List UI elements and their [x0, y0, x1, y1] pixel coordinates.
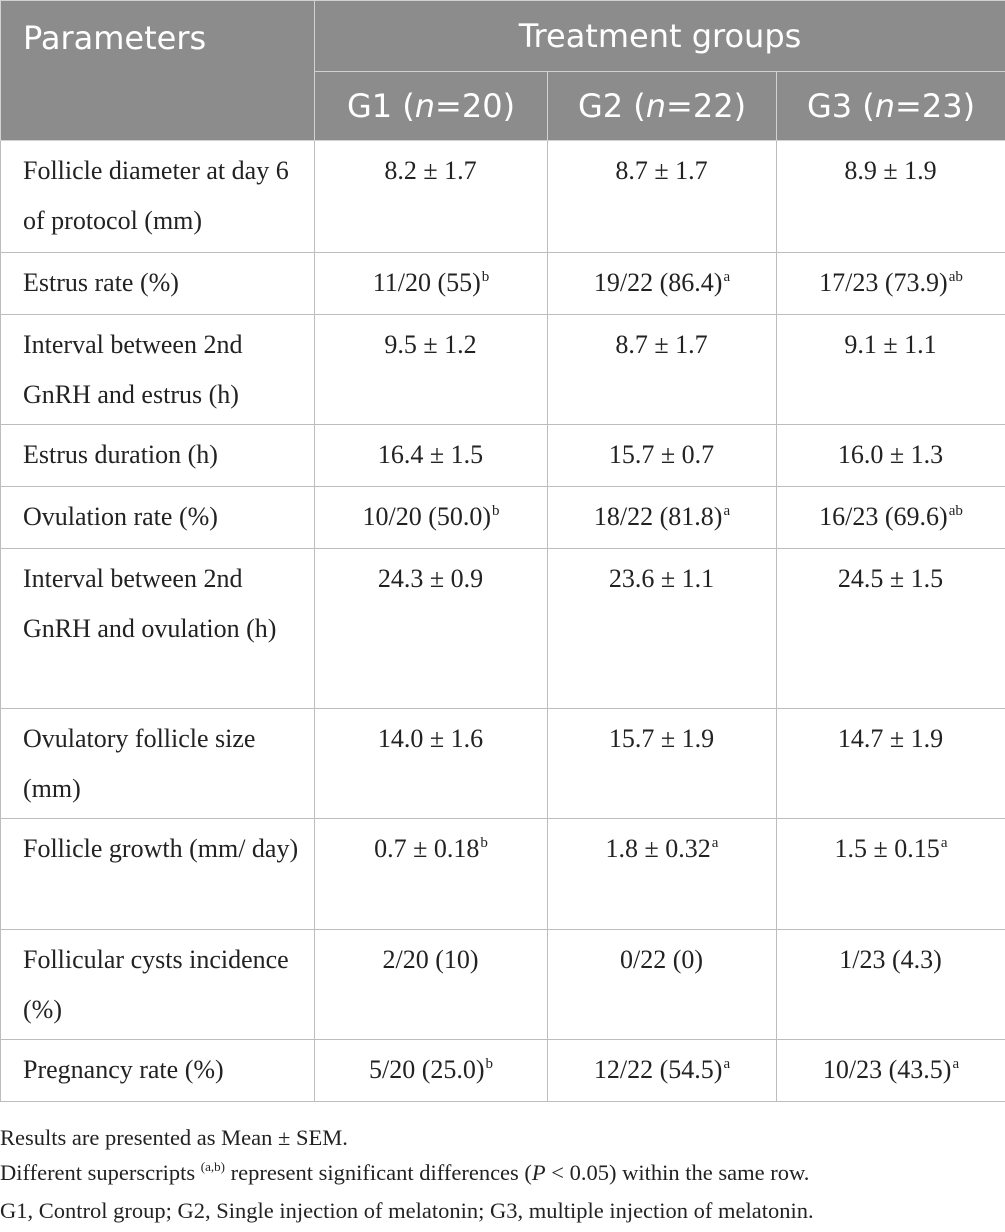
table-row: [1, 253, 1005, 315]
cell-g1: 5/20 $(25.0)^b$: [315, 1040, 548, 1102]
header-treatment-groups: Treatment groups: [315, 1, 1005, 72]
cell-g2: 15.7 ± 1.9: [548, 709, 777, 819]
table-body: [1, 141, 1005, 1102]
cell-g3: 16/23 $(69.6)^{ab}$: [777, 487, 1005, 549]
cell-g2: 8.7 ± 1.7: [548, 141, 777, 253]
row-label: Estrus duration (h): [1, 425, 315, 487]
cell-g2: 0/22 (0): [548, 930, 777, 1040]
row-label: Pregnancy rate (%): [1, 1040, 315, 1102]
row-label: Ovulatory follicle size (mm): [1, 709, 315, 819]
table-row: [1, 709, 1005, 819]
cell-g2: 18/22 $(81.8)^a$: [548, 487, 777, 549]
cell-g2: 19/22 $(86.4)^a$: [548, 253, 777, 315]
cell-g1: 16.4 ± 1.5: [315, 425, 548, 487]
table-row: [1, 141, 1005, 253]
cell-g2: 1.8 ± 0.32$^a$: [548, 819, 777, 930]
header-group-g1: G1 (n=20): [315, 72, 548, 141]
row-label: Estrus rate (%): [1, 253, 315, 315]
cell-g3: 9.1 ± 1.1: [777, 315, 1005, 425]
cell-g3: 14.7 ± 1.9: [777, 709, 1005, 819]
row-label: Follicular cysts incidence (%): [1, 930, 315, 1040]
table-row: [1, 1040, 1005, 1102]
table-row: [1, 549, 1005, 709]
cell-g3: 24.5 ± 1.5: [777, 549, 1005, 709]
row-label: Ovulation rate (%): [1, 487, 315, 549]
cell-g1: 14.0 ± 1.6: [315, 709, 548, 819]
cell-g3: 1/23 (4.3): [777, 930, 1005, 1040]
footnote-superscripts: Different superscripts $^{(a,b)}$ represent significant differences (P < 0.05) within the same row.: [0, 1159, 810, 1185]
cell-g3: 16.0 ± 1.3: [777, 425, 1005, 487]
cell-g1: 9.5 ± 1.2: [315, 315, 548, 425]
table-footnotes: [0, 1120, 1005, 1228]
table-row: [1, 315, 1005, 425]
table-row: [1, 425, 1005, 487]
cell-g2: 15.7 ± 0.7: [548, 425, 777, 487]
cell-g1: 0.7 ± 0.18$^b$: [315, 819, 548, 930]
cell-g2: 23.6 ± 1.1: [548, 549, 777, 709]
cell-g1: 8.2 ± 1.7: [315, 141, 548, 253]
header-group-g2: G2 (n=22): [548, 72, 777, 141]
row-label: Follicle growth (mm/ day): [1, 819, 315, 930]
cell-g1: 2/20 (10): [315, 930, 548, 1040]
row-label: Interval between 2nd GnRH and estrus (h): [1, 315, 315, 425]
row-label: Interval between 2nd GnRH and ovulation (h): [1, 549, 315, 709]
row-label: Follicle diameter at day 6 of protocol (mm): [1, 141, 315, 253]
table-header: [1, 1, 1005, 141]
cell-g1: 10/20 $(50.0)^b$: [315, 487, 548, 549]
cell-g2: 8.7 ± 1.7: [548, 315, 777, 425]
cell-g2: 12/22 $(54.5)^a$: [548, 1040, 777, 1102]
table-row: [1, 930, 1005, 1040]
table-row: [1, 487, 1005, 549]
table-row: [1, 819, 1005, 930]
footnote-groups: G1, Control group; G2, Single injection of melatonin; G3, multiple injection of melatonin.: [0, 1198, 814, 1223]
cell-g3: 10/23 $(43.5)^a$: [777, 1040, 1005, 1102]
cell-g3: 1.5 ± 0.15$^a$: [777, 819, 1005, 930]
cell-g3: 17/23 $(73.9)^{ab}$: [777, 253, 1005, 315]
header-group-g3: G3 (n=23): [777, 72, 1005, 141]
footnote-results: Results are presented as Mean ± SEM.: [0, 1125, 348, 1150]
cell-g3: 8.9 ± 1.9: [777, 141, 1005, 253]
cell-g1: 24.3 ± 0.9: [315, 549, 548, 709]
header-parameters: Parameters: [1, 1, 315, 141]
cell-g1: 11/20 $(55)^b$: [315, 253, 548, 315]
